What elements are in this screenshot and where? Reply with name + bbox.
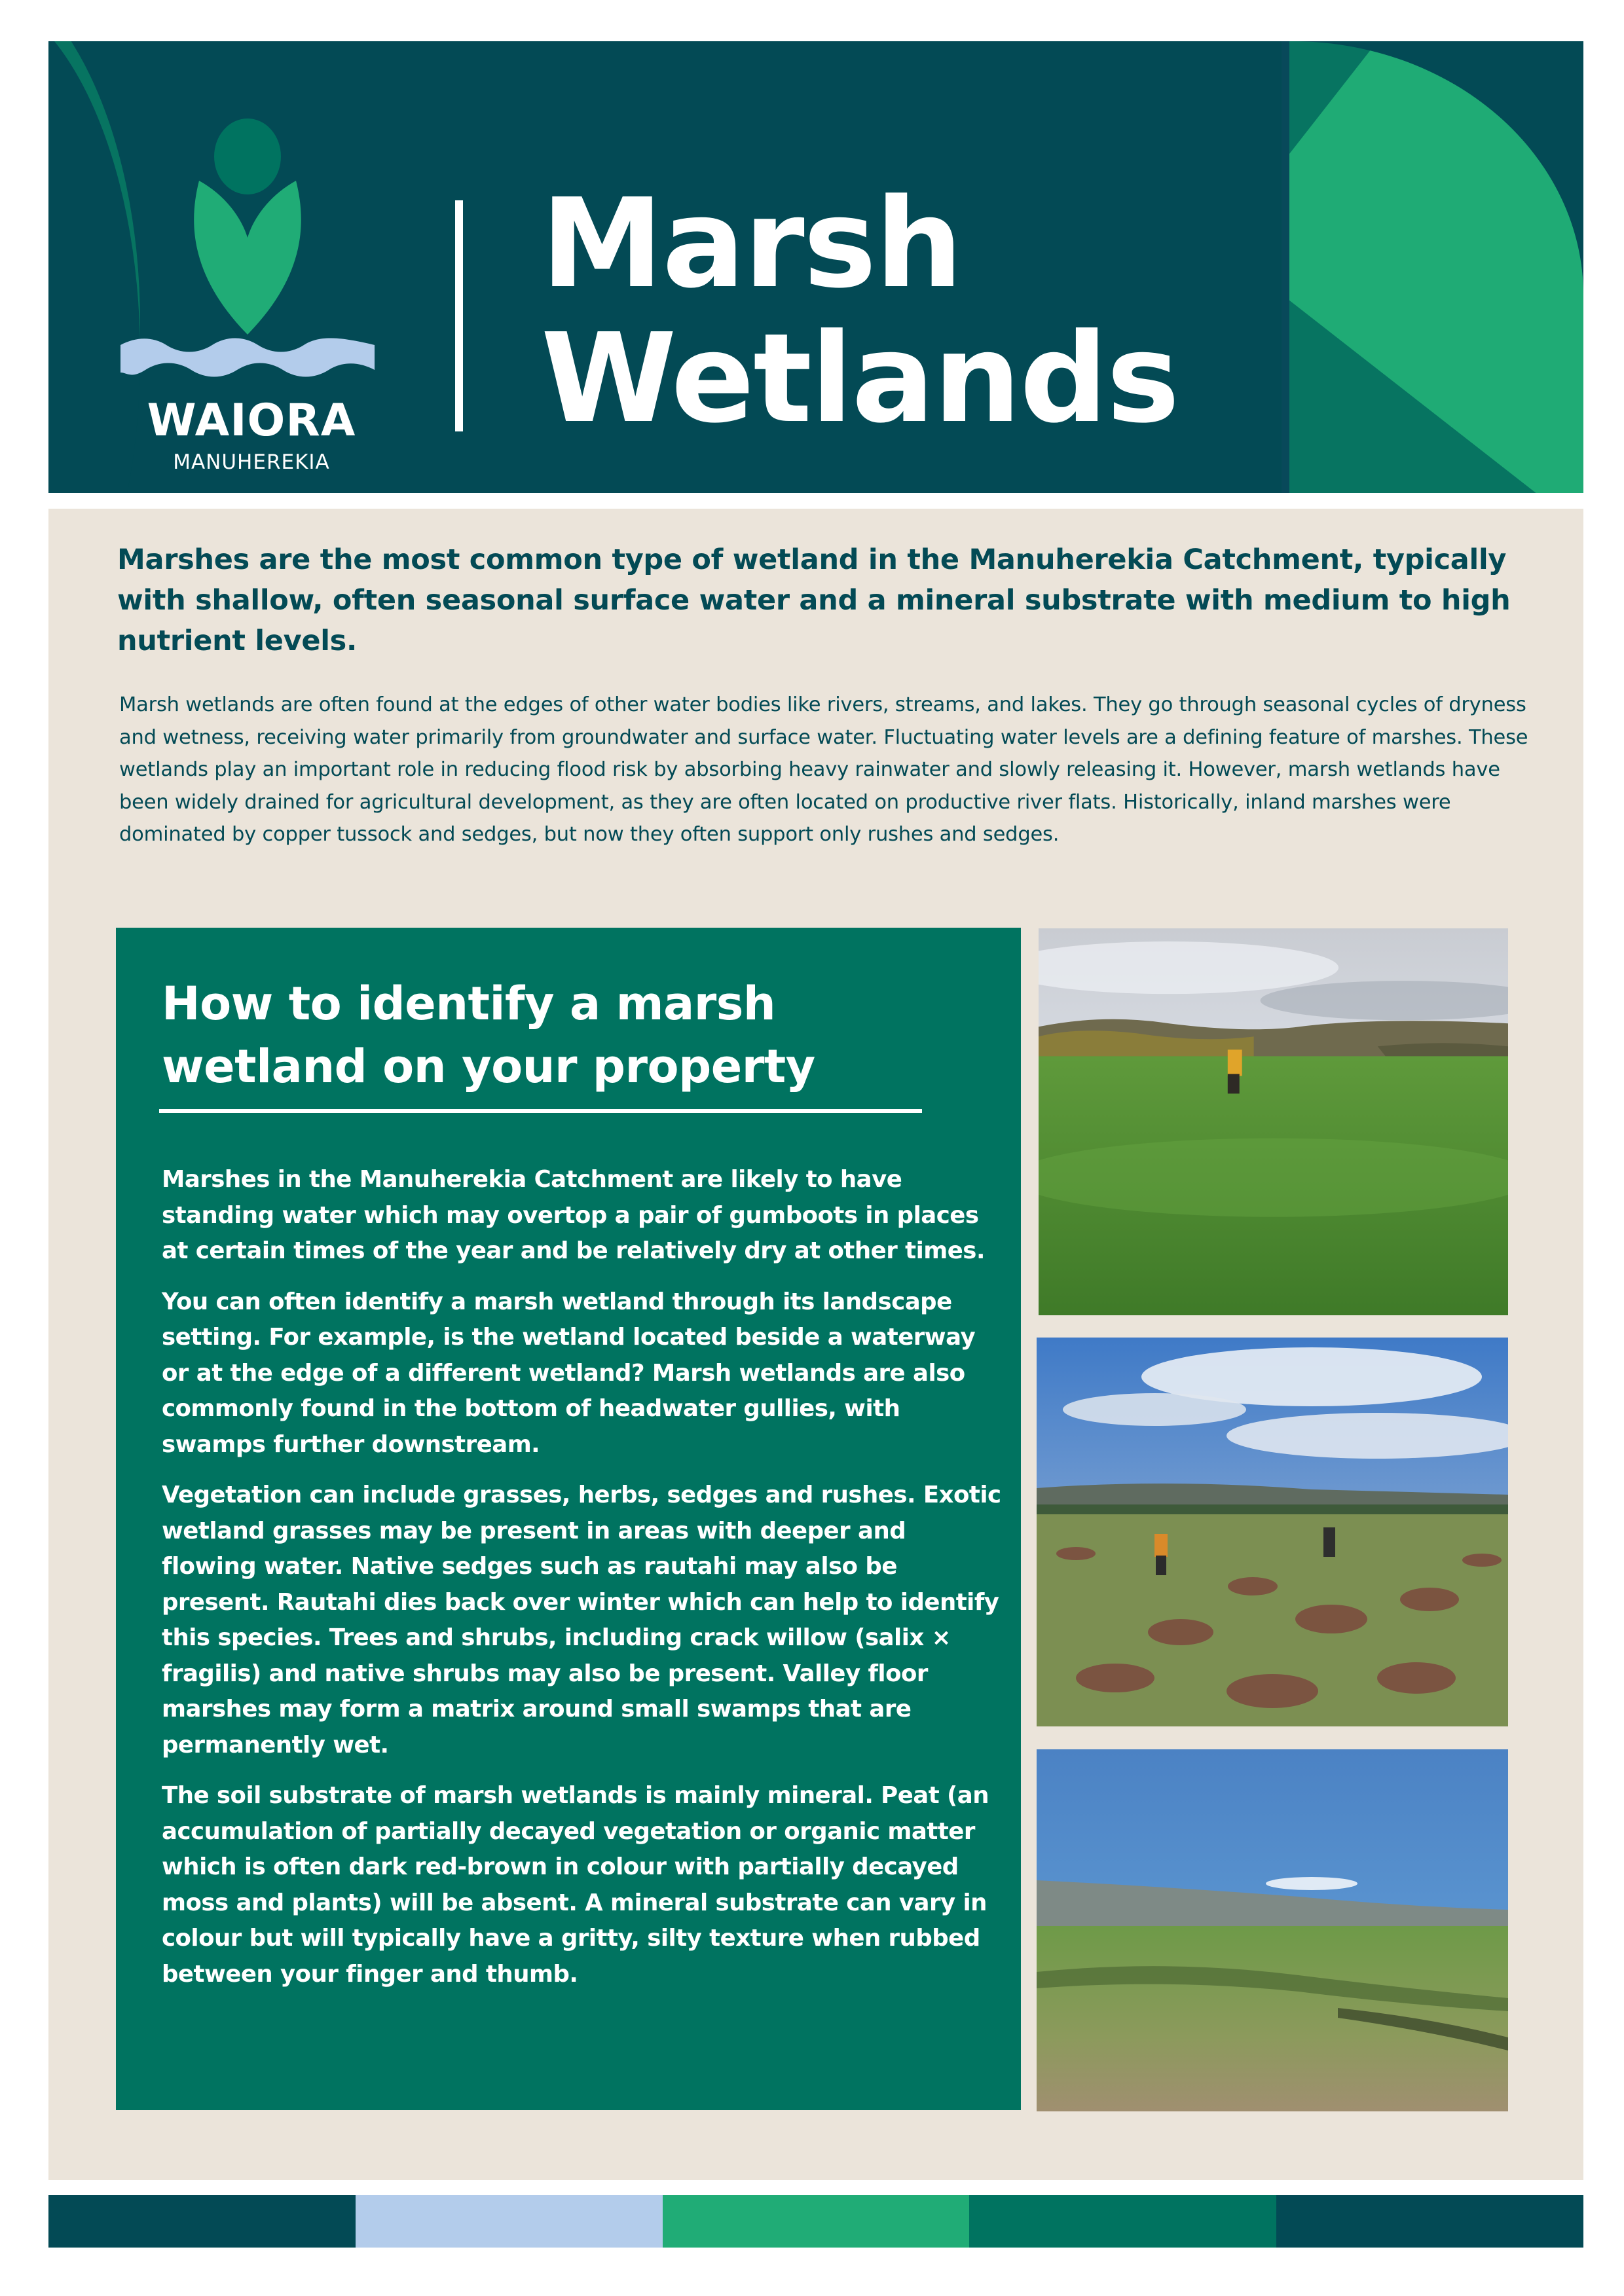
logo-head-icon bbox=[214, 118, 281, 194]
photo-tussock-marsh bbox=[1037, 1338, 1508, 1726]
photo-valley-floor-marsh bbox=[1037, 1749, 1508, 2111]
page-title bbox=[541, 172, 1179, 450]
header-decorative-stripe bbox=[1289, 41, 1583, 493]
identify-paragraph: You can often identify a marsh wetland through its landscape setting. For example, is the wetland located beside a waterway or at the edge of a different wetland? Marsh wetlands are also commonly found in the bottom of headwater gullies, with swamps further downstream. bbox=[162, 1288, 976, 1458]
page-title-line2: Wetlands bbox=[541, 307, 1179, 450]
footer-segment bbox=[663, 2195, 970, 2248]
footer-segment bbox=[356, 2195, 663, 2248]
identify-heading bbox=[162, 972, 948, 1098]
photo-tussock-marsh-with-people-icon bbox=[1037, 1338, 1508, 1726]
page-title-line1: Marsh bbox=[541, 172, 962, 316]
identify-paragraph: Vegetation can include grasses, herbs, sedges and rushes. Exotic wetland grasses may be present in areas with deeper and flowing water. Native sedges such as rautahi may also be present. Rautahi dies back over winter which can help to identify this species. Trees and shrubs, including crack willow (salix × fragilis) and native shrubs may also be present. Valley floor marshes may form a matrix around small swamps that are permanently wet. bbox=[162, 1482, 1001, 1758]
logo-wave-icon bbox=[120, 338, 375, 377]
identify-heading-line2: wetland on your property bbox=[162, 1040, 815, 1093]
identify-paragraph: The soil substrate of marsh wetlands is mainly mineral. Peat (an accumulation of partially decayed vegetation or organic matter which is often dark red-brown in colour with partially decayed moss and plants) will be absent. A mineral substrate can vary in colour but will typically have a gritty, silty texture when rubbed between your finger and thumb. bbox=[162, 1782, 989, 1988]
identify-body bbox=[162, 1162, 1006, 2007]
identify-heading-line1: How to identify a marsh bbox=[162, 977, 776, 1030]
heading-underline bbox=[159, 1109, 922, 1113]
header-banner bbox=[48, 41, 1583, 493]
footer-segment bbox=[969, 2195, 1276, 2248]
content-panel bbox=[48, 509, 1583, 2180]
intro-lead: Marshes are the most common type of wetland in the Manuherekia Catchment, typically with shallow, often seasonal surface water and a mineral substrate with medium to high nutrient levels. bbox=[117, 543, 1511, 657]
header-panel-edge bbox=[1282, 41, 1289, 493]
intro-body: Marsh wetlands are often found at the edges of other water bodies like rivers, streams, and lakes. They go through seasonal cycles of dryness and wetness, receiving water primarily from groundwater and surface water. Fluctuating water levels are a defining feature of marshes. These wetlands play an important role in reducing flood risk by absorbing heavy rainwater and slowly releasing it. However, marsh wetlands have been widely drained for agricultural development, as they are often located on productive river flats. Historically, inland marshes were dominated by copper tussock and sedges, but now they often support only rushes and sedges. bbox=[119, 693, 1528, 847]
logo-subtitle: MANUHEREKIA bbox=[173, 450, 330, 474]
logo-leaf-icon bbox=[194, 181, 301, 335]
footer-segment bbox=[48, 2195, 356, 2248]
logo-wordmark: WAIORA bbox=[147, 395, 356, 446]
identify-section bbox=[116, 928, 1021, 2110]
footer-segment bbox=[1276, 2195, 1583, 2248]
waiora-logo bbox=[120, 113, 382, 474]
photo-grassy-marsh bbox=[1039, 928, 1508, 1315]
photo-grassy-marsh-with-person-icon bbox=[1039, 928, 1508, 1315]
header-decorative-panel bbox=[1289, 41, 1583, 493]
identify-paragraph: Marshes in the Manuherekia Catchment are likely to have standing water which may overtop a pair of gumboots in places at certain times of the year and be relatively dry at other times. bbox=[162, 1166, 985, 1264]
photo-valley-floor-marsh-icon bbox=[1037, 1749, 1508, 2111]
footer-color-bar bbox=[48, 2195, 1583, 2248]
logo-mark-icon bbox=[120, 113, 382, 395]
header-divider bbox=[455, 200, 463, 431]
